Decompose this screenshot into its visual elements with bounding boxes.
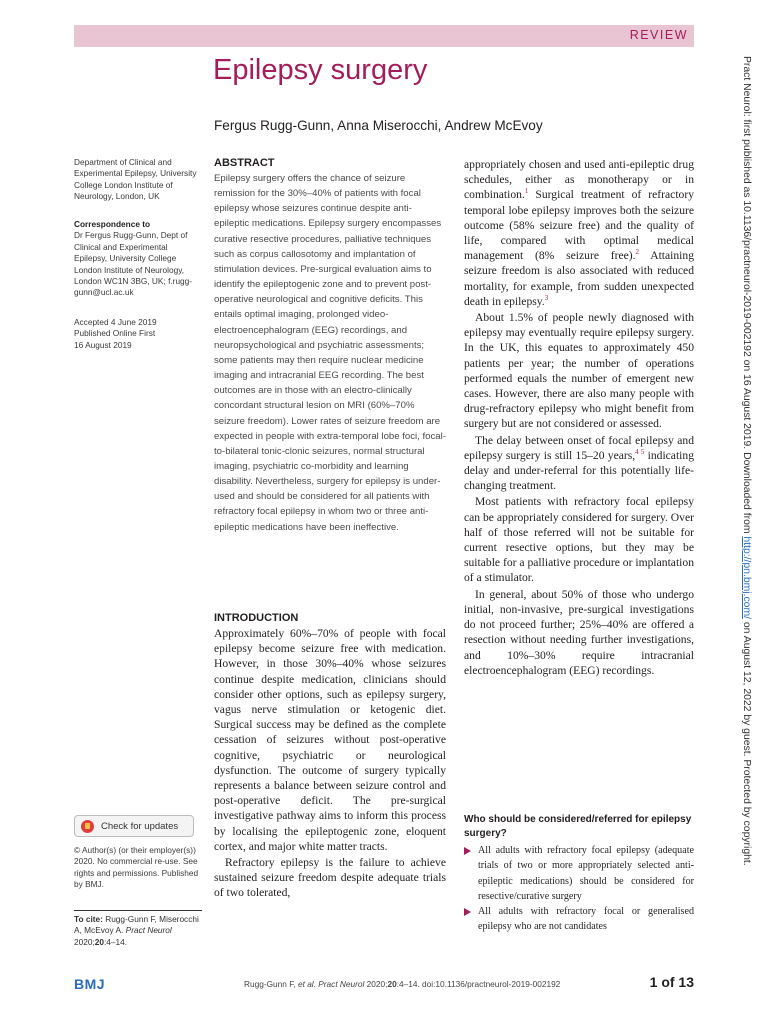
key-points-box [464,813,694,935]
side-note: Pract Neurol: first published as 10.1136/practneurol-2019-002192 on 16 August 2019. Downloaded from http://pn.bmj.com/ on August 12, 2022 by guest. Protected by copyright. [741,56,752,866]
abstract-heading: ABSTRACT [214,157,275,169]
right-column [464,157,694,678]
reference-1[interactable]: 1 [524,187,529,196]
body-paragraph-3: The delay between onset of focal epilepsy and epilepsy surgery is still 15–20 years,$^{4 5}$ indicating delay and under-referral for this potentially life-changing treatment. [464,433,694,493]
section-label: REVIEW [629,28,688,42]
bullet-item: All adults with refractory focal epilepsy (adequate trials of two or more appropriately selected anti-epileptic medications) should be considered for resective/curative surgery [464,843,694,904]
intro-paragraph-2: Refractory epilepsy is the failure to achieve sustained seizure freedom despite adequate trials of two tolerated, [214,856,446,900]
footer-citation: Rugg-Gunn F, et al. Pract Neurol 2020;20:4–14. doi:10.1136/practneurol-2019-002192 [244,979,561,989]
page-number: 1 of 13 [649,974,694,990]
cite-label: To cite: [74,914,103,924]
reference-2[interactable]: 2 [635,248,640,257]
abstract-text: Epilepsy surgery offers the chance of seizure remission for the 30%–40% of patients with focal epilepsy whose seizures continue despite anti-epileptic medications. Epilepsy surgery encompasses curative resective procedures, palliative techniques such as corpus callosotomy and implantation of stimulation devices. Pre-surgical evaluation aims to identify the epileptogenic zone and to prevent post-operative neurological and cognitive deficits. This entails optimal imaging, prolonged video-electroencephalogram (EEG) recordings, and neuropsychological and psychiatric assessments; some patients may then require nuclear medicine imaging and intracranial EEG recording. The best outcomes are in those with an electro-clinically concordant structural lesion on MRI (60%–70% seizure freedom). Lower rates of seizure freedom are expected in people with extra-temporal lobe foci, focal-to-bilateral tonic-clonic seizures, normal structural imaging, psychiatric co-morbidity and learning disability. Nevertheless, surgery for epilepsy is under-used and should be considered for all patients with refractory focal epilepsy in whom two or three anti-epileptic medications have been ineffective. [214,173,446,533]
body-paragraph-5: In general, about 50% of those who undergo initial, non-invasive, pre-surgical investigations do not proceed further; 25%–40% are offered a resection without needing further investigations, and 10%–30% require intracranial electroencephalogram (EEG) recordings. [464,587,694,677]
correspondence-text: Dr Fergus Rugg-Gunn, Dept of Clinical and Experimental Epilepsy, University College London Institute of Neurology, London WC1N 3BG, UK; f.rugg-gunn@ucl.ac.uk [74,230,193,298]
author-list: Fergus Rugg-Gunn, Anna Miserocchi, Andrew McEvoy [214,118,543,133]
introduction-section [214,612,446,901]
crossmark-icon [81,820,94,833]
bullet-triangle-icon [464,847,471,855]
journal-link[interactable]: http://pn.bmj.com/ [741,536,752,619]
correspondence [74,219,202,299]
check-for-updates-button[interactable] [74,815,194,837]
intro-paragraph-1: Approximately 60%–70% of people with focal epilepsy become seizure free with medication. However, in those 30%–40% whose seizures continue despite medication, clinicians should consider other options, such as epilepsy surgery, vagus nerve stimulation or ketogenic diet. Surgical success may be defined as the complete cessation of seizures without post-operative cognitive, psychiatric or neurological dysfunction. The outcome of surgery typically represents a balance between seizure control and post-operative deficit. The pre-surgical investigative pathway aims to inform this process by localising the epileptogenic zone, eloquent cortex, and major white matter tracts. [214,627,446,853]
cite-box: To cite: Rugg-Gunn F, Miserocchi A, McEvoy A. Pract Neurol 2020;20:4–14. [74,910,202,948]
published-date: 16 August 2019 [74,339,132,350]
reference-3[interactable]: 3 [544,293,549,302]
cite-journal: Pract Neurol [125,925,172,936]
accepted-date: Accepted 4 June 2019 [74,317,157,327]
correspondence-heading: Correspondence to [74,219,151,229]
cite-text: Rugg-Gunn F, Miserocchi A, McEvoy A. [74,914,199,936]
bullet-item: All adults with refractory focal or generalised epilepsy who are not candidates [464,904,694,935]
abstract-section [214,157,446,535]
published-label: Published Online First [74,328,156,339]
copyright-notice: © Author(s) (or their employer(s)) 2020. No commercial re-use. See rights and permissions. Published by BMJ. [74,845,199,890]
affiliation: Department of Clinical and Experimental Epilepsy, University College London Institute of Neurology, London, UK [74,157,197,202]
article-title: Epilepsy surgery [213,54,428,86]
key-points-heading: Who should be considered/referred for epilepsy surgery? [464,814,692,839]
introduction-heading: INTRODUCTION [214,612,299,624]
article-dates [74,317,202,351]
reference-4-5[interactable]: 4 5 [635,448,645,456]
section-banner [74,25,694,47]
bullet-triangle-icon [464,908,471,916]
check-updates-label: Check for updates [101,820,179,832]
bmj-logo: BMJ [74,976,106,992]
body-paragraph-2: About 1.5% of people newly diagnosed with epilepsy may eventually require epilepsy surgery. In the UK, this equates to approximately 450 patients per year; the number of operations performed equals the number of emergent new cases. However, there are also many people with drug-refractory epilepsy who might benefit from surgery but are not considered or assessed. [464,311,694,431]
body-paragraph-4: Most patients with refractory focal epilepsy can be appropriately considered for surgery. Over half of those referred will not be suitable for current resective options, but they may be suitable for a palliative procedure or implantation of a stimulator. [464,495,694,585]
body-paragraph-1: appropriately chosen and used anti-epileptic drug schedules, either as monotherapy or in combination.$^1$ Surgical treatment of refractory temporal lobe epilepsy improves both the seizure outcome (58% seizure free) and the quality of life, compared with optimal medical management (8% seizure free).$^2$ Attaining seizure freedom is also associated with reduced mortality, for example, from sudden unexpected death in epilepsy.$^3$ [464,158,694,308]
